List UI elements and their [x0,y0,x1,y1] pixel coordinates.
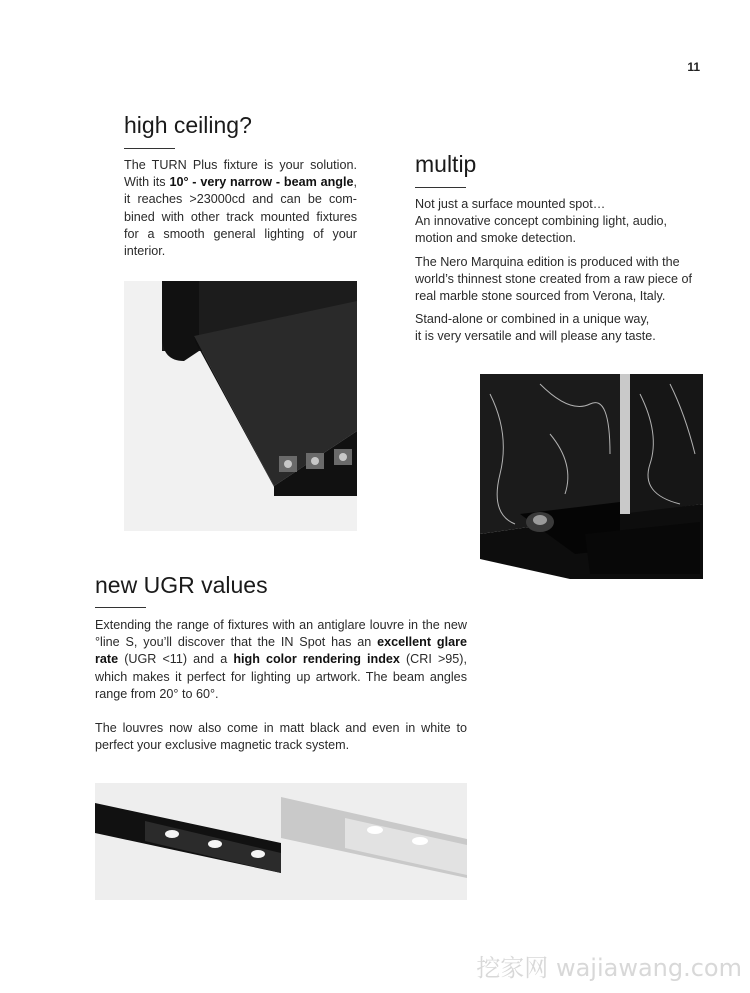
watermark: 挖家网 wajiawang.com [476,954,742,982]
glare-rate-highlight: excellent glare rate [95,635,467,667]
turn-plus-fixture-image [124,281,357,531]
section-title-high-ceiling: high ceiling? [124,112,252,138]
cri-highlight: high color rendering index [233,652,400,667]
high-ceiling-paragraph: The TURN Plus fixture is your solution. With its 10° - very narrow - beam angle, it reaches >23000cd and can be com-bined with other track mounted fixtures for a smooth general lighting of your interior. [124,158,358,259]
multip-paragraphs: Not just a surface mounted spot… An innovative concept combining light, audio, motion and smoke detection. The Nero Marquina edition is produced with the world’s thinnest stone created from a raw piece of real marble stone sourced from Verona, Italy. Stand-alone or combined in a unique way, it is very versatile and will please any taste. [415,197,692,344]
nero-marquina-spot-image [480,374,703,584]
louvre-track-lights-image [95,783,467,900]
section-title-ugr: new UGR values [95,572,268,598]
beam-angle-highlight: 10° - very narrow - beam angle [169,175,354,190]
title-underline [415,187,466,188]
ugr-paragraphs: Extending the range of fixtures with an antiglare louvre in the new °line S, you’ll discover that the IN Spot has an excellent glare rate (UGR <11) and a high color rendering index (CRI >95), which makes it perfect for lighting up artwork. The beam angles range from 20° to 60°. The louvres now also come in matt black and even in white to perfect your exclusive magnetic track system. [95,618,468,753]
page-number: 11 [687,60,700,74]
title-underline [95,607,146,608]
title-underline [124,148,175,149]
section-title-multip: multip [415,151,477,177]
